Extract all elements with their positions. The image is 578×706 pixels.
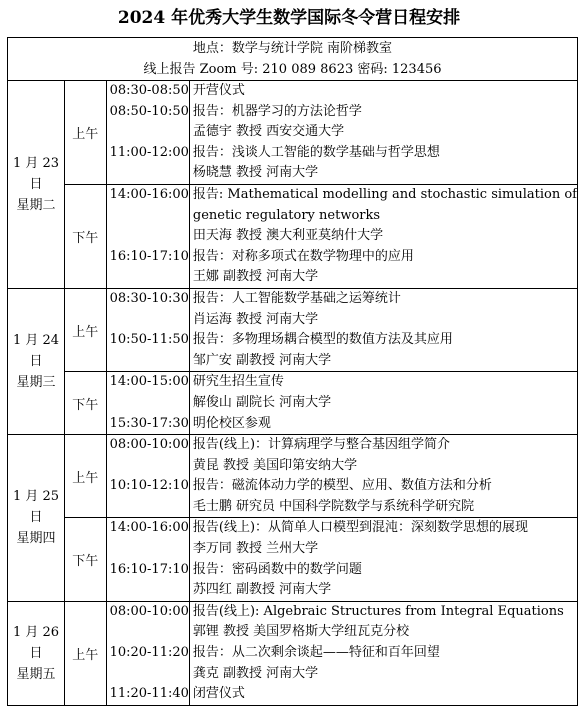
time-slot: 14:00-15:00 <box>109 374 189 390</box>
time-slot: 16:10-17:10 <box>109 248 189 264</box>
day-cell <box>8 601 65 705</box>
day-cell <box>8 288 65 434</box>
event-line: 开营仪式 <box>192 83 245 98</box>
event-cell <box>189 184 577 288</box>
event-line: 报告：浅谈人工智能的数学基础与哲学思想 <box>192 144 440 160</box>
time-slot: 11:20-11:40 <box>109 686 189 702</box>
time-slot <box>110 226 189 247</box>
time-slot: 08:30-10:30 <box>109 290 189 306</box>
event-line: 报告：人工智能数学基础之运筹统计 <box>192 290 401 306</box>
day-date: 1 月 24 日 <box>12 333 60 370</box>
day-weekday: 星期二 <box>16 197 56 213</box>
session-row <box>8 288 578 371</box>
session-row <box>8 435 578 518</box>
session-label: 下午 <box>65 372 107 435</box>
time-cell <box>106 184 189 288</box>
event-line: 报告: Mathematical modelling and stochastic simulation of <box>192 186 577 202</box>
event-cell <box>189 288 577 371</box>
event-line: 李万同 教授 兰州大学 <box>192 541 319 557</box>
time-slot <box>110 539 189 560</box>
time-cell <box>106 372 189 435</box>
session-row <box>8 184 578 288</box>
event-line: 杨晓慧 教授 河南大学 <box>192 165 319 181</box>
session-label: 上午 <box>65 601 107 705</box>
event-cell <box>189 81 577 185</box>
event-line: genetic regulatory networks <box>192 207 381 223</box>
page-title: 2024 年优秀大学生数学国际冬令营日程安排 <box>117 8 461 28</box>
event-line: 田天海 教授 澳大利亚莫纳什大学 <box>192 228 384 244</box>
event-line: 报告：磁流体动力学的模型、应用、数值方法和分析 <box>192 478 492 494</box>
time-slot: 16:10-17:10 <box>109 561 189 577</box>
day-date: 1 月 25 日 <box>12 489 60 526</box>
time-slot <box>110 310 189 331</box>
session-label: 下午 <box>65 518 107 601</box>
session-label: 下午 <box>65 184 107 288</box>
event-cell <box>189 435 577 518</box>
event-line: 闭营仪式 <box>192 686 245 702</box>
time-cell <box>106 288 189 371</box>
time-slot: 10:20-11:20 <box>109 645 189 661</box>
event-cell <box>189 518 577 601</box>
day-weekday: 星期四 <box>16 531 56 547</box>
day-cell <box>8 435 65 602</box>
event-line: 毛士鹏 研究员 中国科学院数学与系统科学研究院 <box>192 498 475 514</box>
time-slot: 10:50-11:50 <box>109 332 189 348</box>
session-row <box>8 518 578 601</box>
time-cell <box>106 601 189 705</box>
time-slot: 08:50-10:50 <box>109 103 189 119</box>
day-date: 1 月 26 日 <box>12 624 60 661</box>
time-slot: 10:10-12:10 <box>109 478 189 494</box>
schedule-table <box>7 37 578 706</box>
session-label: 上午 <box>65 81 107 185</box>
event-line: 报告：从二次剩余谈起——特征和百年回望 <box>192 645 440 661</box>
time-slot <box>110 622 189 643</box>
time-slot: 14:00-16:00 <box>109 520 189 536</box>
time-slot <box>110 580 189 601</box>
event-line: 研究生招生宣传 <box>192 374 284 390</box>
event-line: 报告(线上): Algebraic Structures from Integral Equations <box>192 603 564 619</box>
event-line: 解俊山 副院长 河南大学 <box>192 394 332 410</box>
day-weekday: 星期三 <box>16 375 56 391</box>
event-line: 报告(线上)：从简单人口模型到混沌：深刻数学思想的展现 <box>192 520 529 536</box>
session-row <box>8 372 578 435</box>
time-slot: 14:00-16:00 <box>109 186 189 202</box>
event-line: 王娜 副教授 河南大学 <box>192 269 319 285</box>
time-cell <box>106 518 189 601</box>
time-slot <box>110 351 189 372</box>
time-slot <box>110 267 189 288</box>
event-line: 明伦校区参观 <box>192 415 271 431</box>
event-line: 孟德宇 教授 西安交通大学 <box>192 124 345 140</box>
day-date: 1 月 23 日 <box>12 155 60 192</box>
time-cell <box>106 81 189 185</box>
session-row <box>8 81 578 185</box>
time-slot <box>110 393 189 414</box>
time-slot: 08:00-10:00 <box>109 437 189 453</box>
time-slot: 08:30-08:50 <box>109 83 189 98</box>
session-label: 上午 <box>65 435 107 518</box>
event-line: 苏四红 副教授 河南大学 <box>192 582 332 598</box>
event-line: 黄昆 教授 美国印第安纳大学 <box>192 457 358 473</box>
time-slot: 11:00-12:00 <box>109 144 189 160</box>
time-slot <box>110 664 189 685</box>
time-slot <box>110 163 189 184</box>
online-meeting-line: 线上报告 Zoom 号: 210 089 8623 密码: 123456 <box>143 62 442 77</box>
time-slot <box>110 206 189 227</box>
event-line: 郭锂 教授 美国罗格斯大学纽瓦克分校 <box>192 624 410 640</box>
venue-line: 地点：数学与统计学院 南阶梯教室 <box>192 41 393 56</box>
event-line: 报告：密码函数中的数学问题 <box>192 561 362 577</box>
event-line: 肖运海 教授 河南大学 <box>192 311 319 327</box>
time-slot: 08:00-10:00 <box>109 603 189 619</box>
event-cell <box>189 601 577 705</box>
time-slot <box>110 456 189 477</box>
event-line: 报告(线上)：计算病理学与整合基因组学简介 <box>192 437 451 453</box>
time-slot: 15:30-17:30 <box>109 415 189 431</box>
venue-info <box>8 38 578 81</box>
session-label: 上午 <box>65 288 107 371</box>
event-line: 龚克 副教授 河南大学 <box>192 665 319 681</box>
event-line: 报告：多物理场耦合模型的数值方法及其应用 <box>192 332 453 348</box>
time-slot <box>110 122 189 143</box>
session-row <box>8 601 578 705</box>
event-cell <box>189 372 577 435</box>
day-cell <box>8 81 65 289</box>
event-line: 报告：对称多项式在数学物理中的应用 <box>192 248 414 264</box>
event-line: 报告：机器学习的方法论哲学 <box>192 103 362 119</box>
event-line: 邹广安 副教授 河南大学 <box>192 352 332 368</box>
time-cell <box>106 435 189 518</box>
time-slot <box>110 497 189 518</box>
day-weekday: 星期五 <box>16 666 56 682</box>
